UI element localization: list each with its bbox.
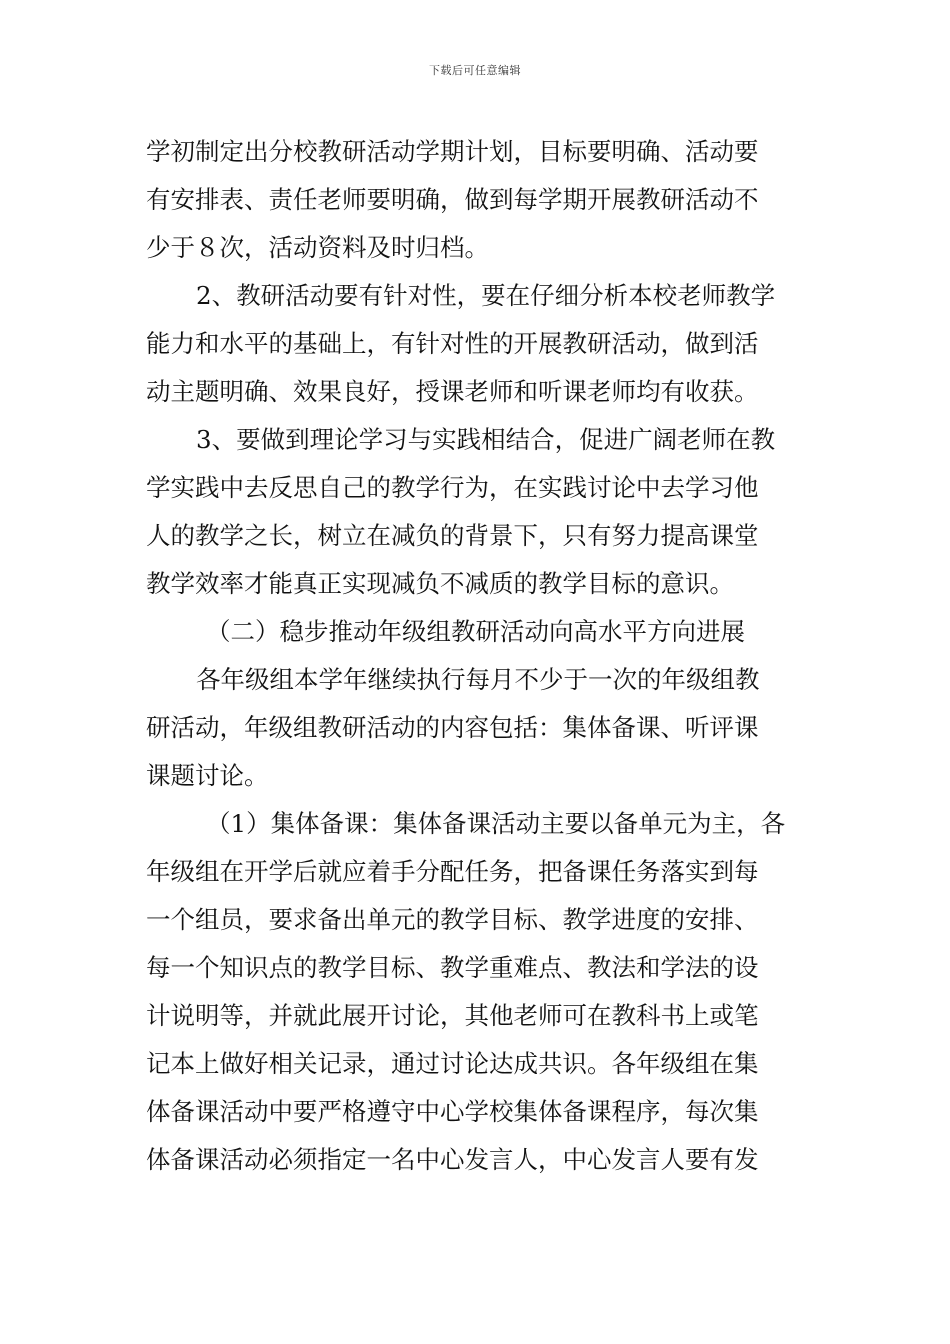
text-line: 学实践中去反思自己的教学行为，在实践讨论中去学习他 <box>146 473 759 502</box>
text-line: 记本上做好相关记录，通过讨论达成共识。各年级组在集 <box>146 1049 759 1078</box>
text-line: 每一个知识点的教学目标、教学重难点、教法和学法的设 <box>146 953 759 982</box>
text-line: 动主题明确、效果良好，授课老师和听课老师均有收获。 <box>146 377 759 406</box>
page-header-note: 下载后可任意编辑 <box>429 64 521 77</box>
text-line: 有安排表、责任老师要明确，做到每学期开展教研活动不 <box>146 185 759 214</box>
text-line: 学初制定出分校教研活动学期计划，目标要明确、活动要 <box>146 137 759 166</box>
text-line: 体备课活动中要严格遵守中心学校集体备课程序，每次集 <box>146 1097 759 1126</box>
text-line: 计说明等，并就此展开讨论，其他老师可在教科书上或笔 <box>146 1001 759 1030</box>
text-line: 少于８次，活动资料及时归档。 <box>146 233 489 262</box>
text-line: 3、要做到理论学习与实践相结合，促进广阔老师在教 <box>196 425 776 454</box>
text-line: 教学效率才能真正实现减负不减质的教学目标的意识。 <box>146 569 734 598</box>
text-line: 人的教学之长，树立在减负的背景下，只有努力提高课堂 <box>146 521 759 550</box>
document-body <box>146 128 810 1184</box>
text-line: 2、教研活动要有针对性，要在仔细分析本校老师教学 <box>196 281 776 310</box>
text-line: 研活动，年级组教研活动的内容包括：集体备课、听评课 <box>146 713 759 742</box>
text-line: 体备课活动必须指定一名中心发言人，中心发言人要有发 <box>146 1145 759 1174</box>
text-line: （二）稳步推动年级组教研活动向高水平方向进展 <box>206 617 745 646</box>
text-line: 一个组员，要求备出单元的教学目标、教学进度的安排、 <box>146 905 759 934</box>
text-line: 课题讨论。 <box>146 761 269 790</box>
text-line: 各年级组本学年继续执行每月不少于一次的年级组教 <box>196 665 760 694</box>
text-line: （1）集体备课：集体备课活动主要以备单元为主，各 <box>206 809 786 838</box>
text-line: 年级组在开学后就应着手分配任务，把备课任务落实到每 <box>146 857 759 886</box>
text-line: 能力和水平的基础上，有针对性的开展教研活动，做到活 <box>146 329 759 358</box>
